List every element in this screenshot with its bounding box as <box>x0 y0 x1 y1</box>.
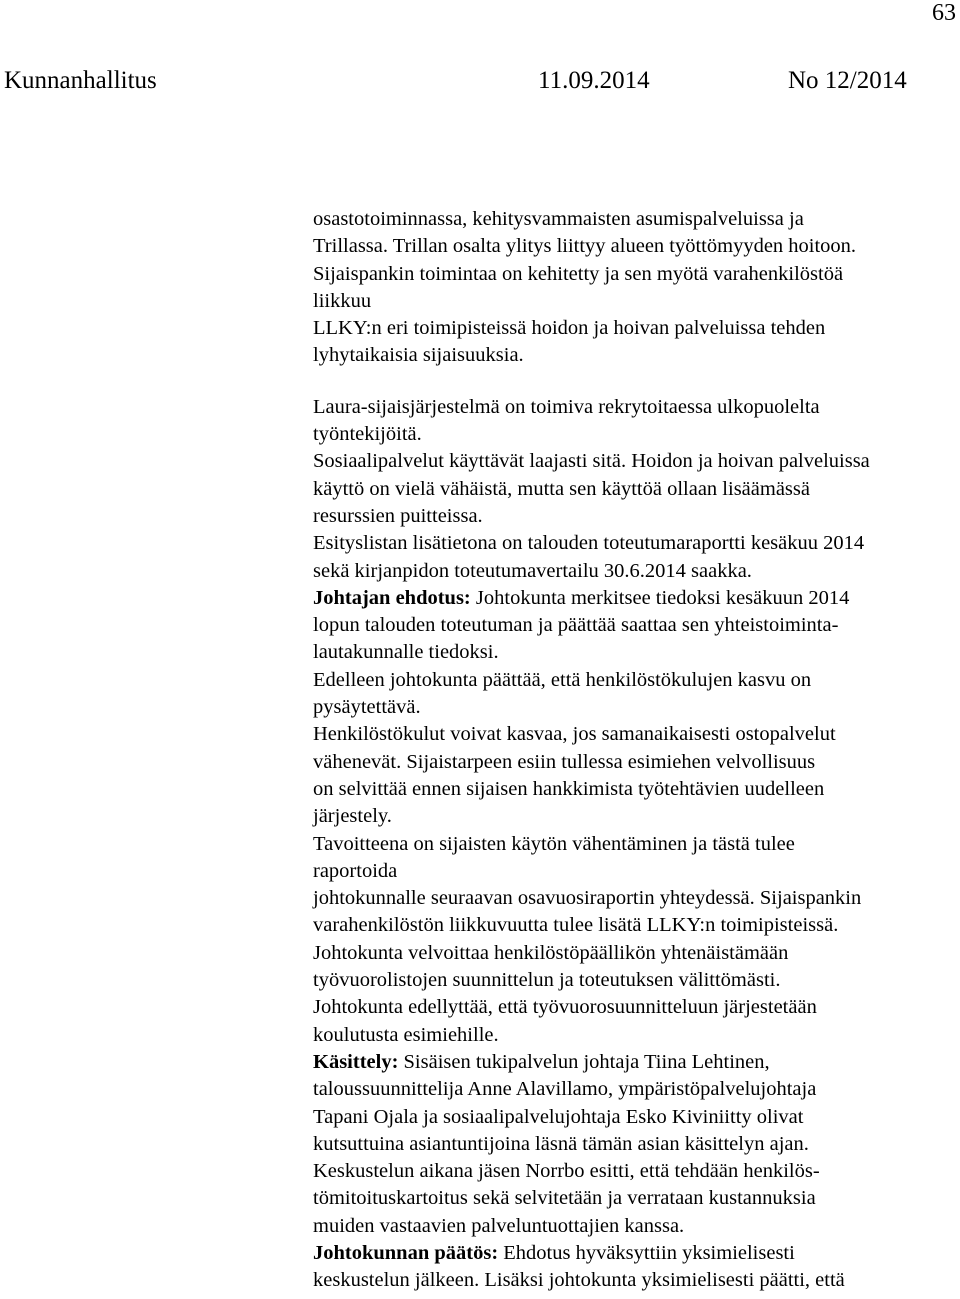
body-line: osastotoiminnassa, kehitysvammaisten asumispalveluissa ja <box>313 208 804 230</box>
body-line: työntekijöitä. <box>313 423 422 446</box>
proposal-first-line <box>313 585 958 612</box>
body-line: varahenkilöstön liikkuvuutta tulee lisätä LLKY:n toimipisteissä. <box>313 914 839 937</box>
body-line: Henkilöstökulut voivat kasvaa, jos samanaikaisesti ostopalvelut <box>313 723 836 746</box>
body-line: työvuorolistojen suunnittelun ja toteutuksen välittömästi. <box>313 969 781 992</box>
body-line: muiden vastaavien palveluntuottajien kanssa. <box>313 1214 685 1237</box>
document-header <box>0 64 960 98</box>
body-line: lopun talouden toteutuman ja päättää saattaa sen yhteistoiminta- <box>313 614 839 637</box>
body-line: Laura-sijaisjärjestelmä on toimiva rekrytoitaessa ulkopuolelta <box>313 395 820 418</box>
handling-label: Käsittely: <box>313 1050 399 1073</box>
decision-text: Ehdotus hyväksyttiin yksimielisesti <box>498 1241 795 1264</box>
body-line: Johtokunta edellyttää, että työvuorosuunnitteluun järjestetään <box>313 996 817 1019</box>
body-line: Trillassa. Trillan osalta ylitys liittyy alueen työttömyyden hoitoon. <box>313 235 857 258</box>
body-line: on selvittää ennen sijaisen hankkimista työtehtävien uudelleen <box>313 777 825 800</box>
body-line: keskustelun jälkeen. Lisäksi johtokunta yksimielisesti päätti, että <box>313 1269 845 1292</box>
body-line: tömitoituskartoitus sekä selvitetään ja verrataan kustannuksia <box>313 1187 816 1210</box>
body-line: vähenevät. Sijaistarpeen esiin tullessa esimiehen velvollisuus <box>313 750 816 773</box>
paragraph-gap <box>313 370 958 394</box>
body-line: resurssien puitteissa. <box>313 504 483 527</box>
body-line: johtokunnalle seuraavan osavuosiraportin yhteydessä. Sijaispankin <box>313 887 862 910</box>
body-line: Esityslistan lisätietona on talouden toteutumaraportti kesäkuu 2014 <box>313 532 865 555</box>
body-line: lautakunnalle tiedoksi. <box>313 641 499 664</box>
proposal-label: Johtajan ehdotus: <box>313 586 471 609</box>
handling-text: Sisäisen tukipalvelun johtaja Tiina Lehtinen, <box>398 1050 770 1073</box>
body-line: Tapani Ojala ja sosiaalipalvelujohtaja Esko Kiviniitty olivat <box>313 1105 804 1128</box>
body-line: koulutusta esimiehille. <box>313 1023 499 1046</box>
body-line: taloussuunnittelija Anne Alavillamo, ympäristöpalvelujohtaja <box>313 1078 817 1101</box>
body-line: raportoida <box>313 859 398 882</box>
body-line: sekä kirjanpidon toteutumavertailu 30.6.2014 saakka. <box>313 559 752 582</box>
header-meeting-number: No 12/2014 <box>788 67 907 94</box>
body-line: Sosiaalipalvelut käyttävät laajasti sitä. Hoidon ja hoivan palveluissa <box>313 450 870 473</box>
decision-label: Johtokunnan päätös: <box>313 1241 499 1264</box>
body-line: järjestely. <box>313 805 392 828</box>
handling-first-line <box>313 1049 958 1076</box>
page-number: 63 <box>932 0 956 26</box>
header-organization: Kunnanhallitus <box>4 67 157 94</box>
body-line: Sijaispankin toimintaa on kehitetty ja sen myötä varahenkilöstöä <box>313 262 844 285</box>
body-line: Johtokunta velvoittaa henkilöstöpäällikön yhtenäistämään <box>313 941 789 964</box>
body-line: pysäytettävä. <box>313 696 421 719</box>
body-line: Edelleen johtokunta päättää, että henkilöstökulujen kasvu on <box>313 668 812 691</box>
proposal-text: Johtokunta merkitsee tiedoksi kesäkuun 2014 <box>470 586 850 609</box>
document-body <box>313 206 958 1295</box>
decision-first-line <box>313 1240 958 1267</box>
body-line: liikkuu <box>313 289 372 312</box>
body-line: käyttö on vielä vähäistä, mutta sen käyttöä ollaan lisäämässä <box>313 477 810 500</box>
body-line: Keskustelun aikana jäsen Norrbo esitti, että tehdään henkilös- <box>313 1160 820 1183</box>
body-line: LLKY:n eri toimipisteissä hoidon ja hoivan palveluissa tehden <box>313 317 826 340</box>
body-line: kutsuttuina asiantuntijoina läsnä tämän asian käsittelyn ajan. <box>313 1132 809 1155</box>
header-date: 11.09.2014 <box>538 67 650 94</box>
body-line: lyhytaikaisia sijaisuuksia. <box>313 344 524 367</box>
body-line: Tavoitteena on sijaisten käytön vähentäminen ja tästä tulee <box>313 832 795 855</box>
